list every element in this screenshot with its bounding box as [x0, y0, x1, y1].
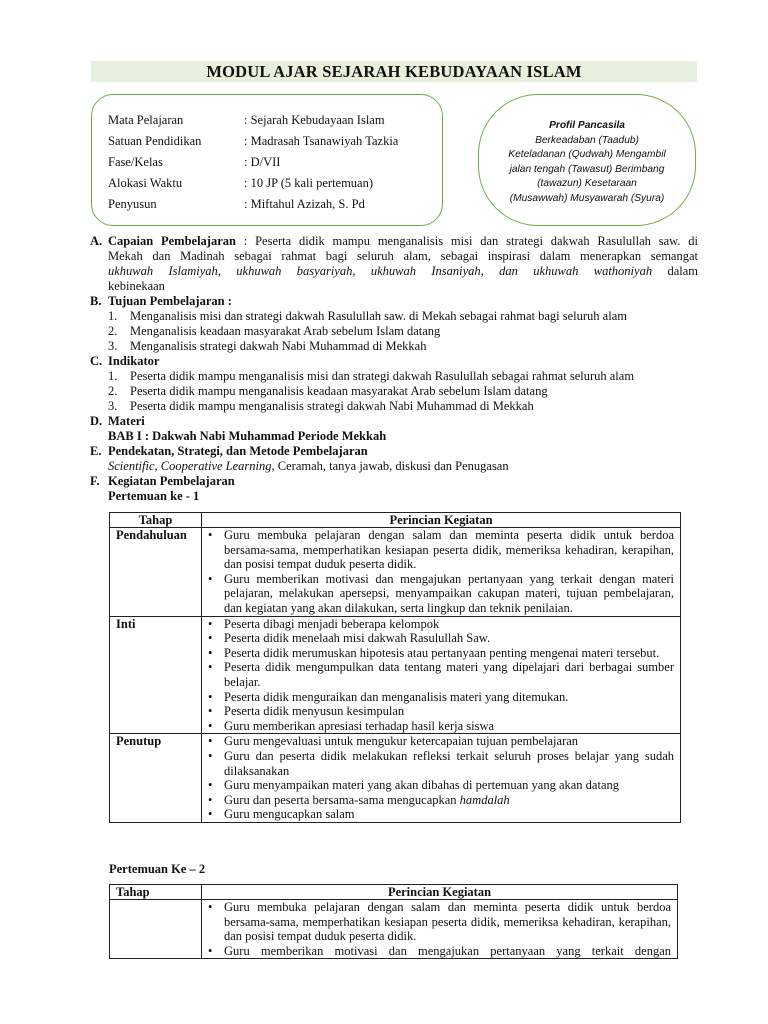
meeting-2-title: Pertemuan Ke – 2: [109, 862, 206, 876]
capaian-ukhuwah: ukhuwah Islamiyah, ukhuwah basyariyah, ukhuwah Insaniyah, dan ukhuwah wathoniyah: [108, 264, 653, 278]
table-row: [110, 616, 681, 734]
profil-line: Berkeadaban (Taadub): [535, 134, 639, 146]
list-number: 2.: [108, 384, 118, 398]
profil-pancasila-box: [478, 94, 696, 226]
info-label: Penyusun: [108, 197, 157, 211]
activity-item: • Peserta didik menyusun kesimpulan: [202, 704, 680, 719]
table-row: [110, 900, 678, 959]
activity-item: • Guru memberikan apresiasi terhadap hasil kerja siswa: [202, 719, 680, 734]
activity-item: [202, 793, 680, 808]
activity-italic: hamdalah: [459, 792, 510, 807]
activity-text: Guru dan peserta bersama-sama mengucapkan: [224, 792, 460, 807]
table-header-row: [110, 513, 681, 528]
stage-activities: [202, 616, 681, 734]
pendekatan-rest: , Ceramah, tanya jawab, diskusi dan Penugasan: [271, 459, 509, 473]
section-heading: Indikator: [108, 354, 160, 368]
stage-activities: [202, 528, 681, 617]
activity-item: • Guru mengevaluasi untuk mengukur ketercapaian tujuan pembelajaran: [202, 734, 680, 749]
col-perincian: Perincian Kegiatan: [202, 513, 681, 528]
section-materi: [90, 414, 698, 444]
activity-item: • Guru dan peserta didik melakukan refleksi terkait seluruh proses belajar yang sudah dilaksanakan: [202, 749, 680, 778]
list-text: Peserta didik mampu menganalisis misi dan strategi dakwah Rasulullah sebagai rahmat seluruh alam: [130, 369, 635, 383]
info-value: : Madrasah Tsanawiyah Tazkia: [244, 134, 399, 148]
activity-item: • Peserta didik mengumpulkan data tentang materi yang dipelajari dari berbagai sumber belajar.: [202, 660, 680, 689]
activity-item: • Guru membuka pelajaran dengan salam dan meminta peserta didik untuk berdoa bersama-sama, memperhatikan kesiapan peserta didik, memeriksa kehadiran, kerapihan, dan posisi tempat duduk peserta didik.: [202, 528, 680, 572]
profil-heading: Profil Pancasila: [549, 120, 625, 131]
section-heading: Tujuan Pembelajaran :: [108, 294, 232, 308]
list-number: 1.: [108, 369, 118, 383]
section-heading: Kegiatan Pembelajaran: [108, 474, 235, 488]
list-number: 2.: [108, 324, 118, 338]
section-letter: D.: [90, 414, 103, 428]
kegiatan-table-2: [109, 884, 678, 959]
activity-item: • Guru memberikan motivasi dan mengajukan pertanyaan yang terkait dengan: [202, 944, 677, 959]
table-header-row: [110, 885, 678, 900]
list-text: Peserta didik mampu menganalisis keadaan masyarakat Arab sebelum Islam datang: [130, 384, 548, 398]
capaian-line-3: [108, 264, 698, 279]
info-value: : Miftahul Azizah, S. Pd: [244, 197, 365, 211]
col-tahap: Tahap: [110, 885, 202, 900]
section-heading: Capaian Pembelajaran: [108, 234, 236, 248]
list-text: Menganalisis strategi dakwah Nabi Muhammad di Mekkah: [130, 339, 427, 353]
capaian-text: dalam: [652, 264, 698, 278]
profil-line: jalan tengah (Tawasut) Berimbang: [509, 163, 665, 175]
list-number: 1.: [108, 309, 118, 323]
section-capaian: [90, 234, 698, 294]
capaian-line-2: Mekah dan Madinah sebagai rahmat bagi seluruh alam, sebagai inspirasi dalam menerapkan semangat: [108, 249, 698, 263]
table-row: [110, 528, 681, 617]
list-text: Menganalisis misi dan strategi dakwah Rasulullah saw. di Mekah sebagai rahmat bagi seluruh alam: [130, 309, 627, 323]
stage-penutup: Penutup: [110, 734, 202, 823]
section-letter: F.: [90, 474, 100, 488]
meeting-1-title: Pertemuan ke - 1: [108, 489, 200, 503]
section-letter: E.: [90, 444, 102, 458]
activity-item: • Guru mengucapkan salam: [202, 807, 680, 822]
list-number: 3.: [108, 339, 118, 353]
kegiatan-table-1: [109, 512, 681, 823]
activity-item: • Peserta didik merumuskan hipotesis atau pertanyaan penting mengenai materi tersebut.: [202, 646, 680, 661]
activity-item: • Guru memberikan motivasi dan mengajukan pertanyaan yang terkait dengan materi pelajaran, melakukan apersepsi, menyampaikan cakupan materi, tujuan pembelajaran, dan kegiatan yang akan dilakukan, serta lingkup dan teknik penilaian.: [202, 572, 680, 616]
stage-activities: [202, 900, 678, 959]
activity-item: • Peserta didik menelaah misi dakwah Rasulullah Saw.: [202, 631, 680, 646]
capaian-line-4: kebinekaan: [108, 279, 165, 293]
section-letter: A.: [90, 234, 103, 248]
section-heading: Pendekatan, Strategi, dan Metode Pembelajaran: [108, 444, 368, 458]
section-kegiatan: [90, 474, 698, 504]
profil-line: Keteladanan (Qudwah) Mengambil: [508, 149, 666, 160]
info-value: : 10 JP (5 kali pertemuan): [244, 176, 374, 190]
info-value: : D/VII: [244, 155, 281, 169]
info-label: Fase/Kelas: [108, 155, 163, 169]
activity-item: • Guru membuka pelajaran dengan salam dan meminta peserta didik untuk berdoa bersama-sama, memperhatikan kesiapan peserta didik, memeriksa kehadiran, kerapihan, dan posisi tempat duduk peserta didik.: [202, 900, 677, 944]
stage-activities: [202, 734, 681, 823]
info-label: Satuan Pendidikan: [108, 134, 202, 148]
section-letter: B.: [90, 294, 102, 308]
subject-info-box: [91, 94, 443, 226]
profil-line: (Musawwah) Musyawarah (Syura): [509, 192, 665, 204]
info-label: Alokasi Waktu: [108, 176, 183, 190]
list-number: 3.: [108, 399, 118, 413]
info-label: Mata Pelajaran: [108, 113, 184, 127]
activity-item: • Peserta dibagi menjadi beberapa kelompok: [202, 617, 680, 632]
pendekatan-italic: Scientific, Cooperative Learning: [108, 459, 272, 473]
col-perincian: Perincian Kegiatan: [202, 885, 678, 900]
col-tahap: Tahap: [110, 513, 202, 528]
info-value: : Sejarah Kebudayaan Islam: [244, 113, 385, 127]
profil-line: (tawazun) Kesetaraan: [537, 178, 637, 189]
capaian-text: : Peserta didik mampu menganalisis misi dan strategi dakwah Rasulullah saw. di: [235, 234, 699, 248]
activity-item: • Peserta didik menguraikan dan menganalisis materi yang ditemukan.: [202, 690, 680, 705]
section-heading: Materi: [108, 414, 145, 428]
document-title: MODUL AJAR SEJARAH KEBUDAYAAN ISLAM: [91, 61, 697, 82]
table-row: [110, 734, 681, 823]
section-tujuan: [90, 294, 698, 309]
stage-pendahuluan: Pendahuluan: [110, 528, 202, 617]
capaian-line-1: [108, 234, 698, 249]
section-pendekatan: [90, 444, 698, 474]
section-indikator: [90, 354, 698, 369]
section-letter: C.: [90, 354, 103, 368]
list-text: Peserta didik mampu menganalisis strategi dakwah Nabi Muhammad di Mekkah: [130, 399, 534, 413]
list-text: Menganalisis keadaan masyarakat Arab sebelum Islam datang: [130, 324, 441, 338]
stage-inti: Inti: [110, 616, 202, 734]
pendekatan-text: [108, 459, 509, 474]
activity-item: • Guru menyampaikan materi yang akan dibahas di pertemuan yang akan datang: [202, 778, 680, 793]
materi-bab: BAB I : Dakwah Nabi Muhammad Periode Mekkah: [108, 429, 387, 443]
stage-empty: [110, 900, 202, 959]
